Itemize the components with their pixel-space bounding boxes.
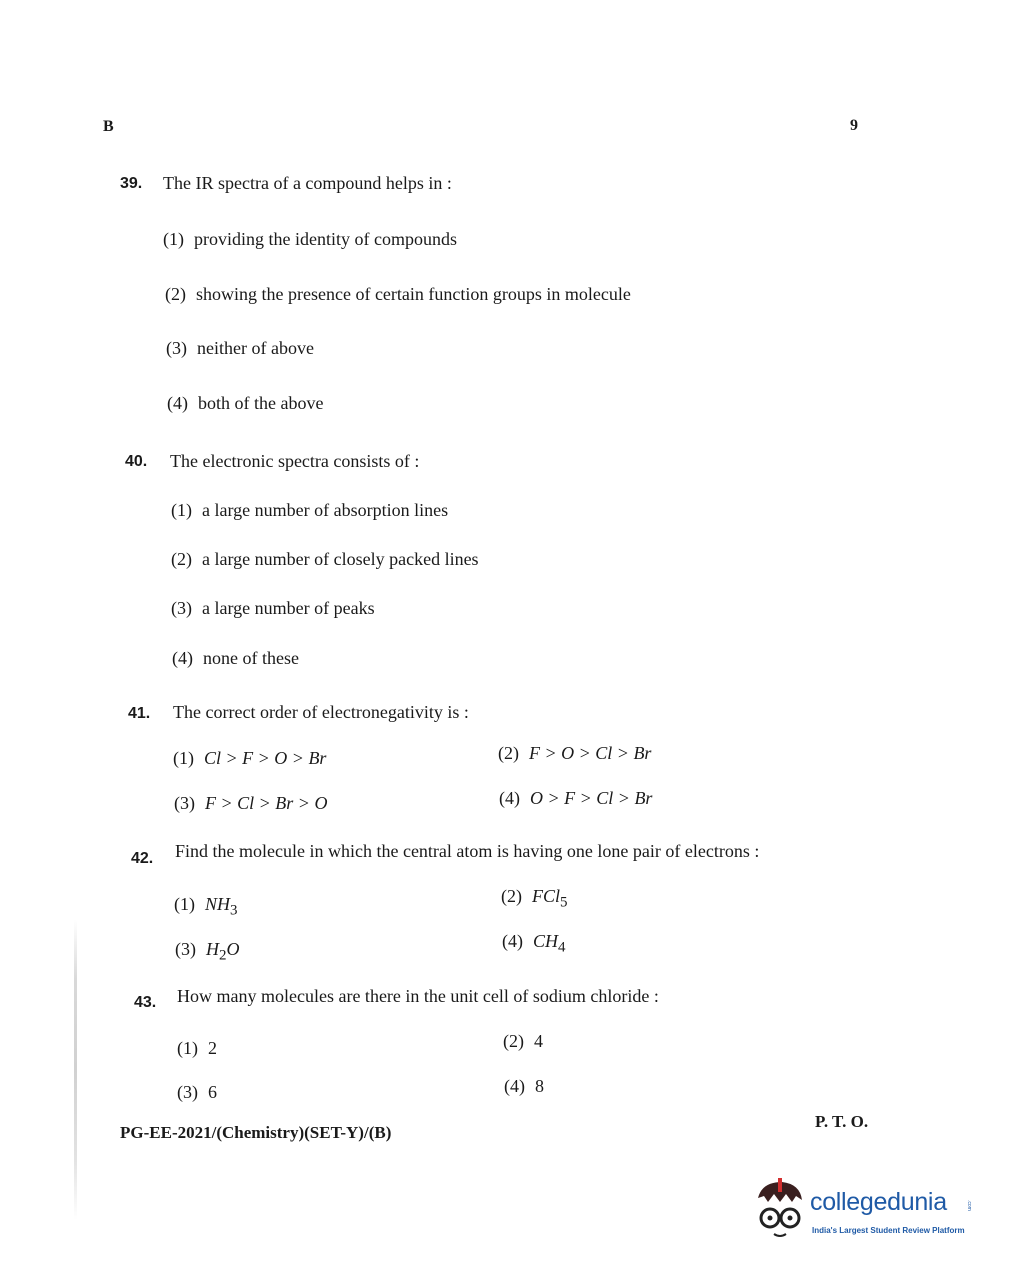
option-text: F > O > Cl > Br bbox=[529, 743, 652, 763]
option-number: (3) bbox=[174, 793, 195, 813]
option-number: (3) bbox=[171, 598, 192, 618]
option-number: (4) bbox=[504, 1076, 525, 1096]
formula-subscript: 4 bbox=[558, 939, 566, 956]
option-2 bbox=[165, 284, 631, 305]
option-1 bbox=[173, 748, 326, 769]
option-4 bbox=[504, 1076, 544, 1097]
set-label: B bbox=[103, 118, 114, 135]
option-number: (2) bbox=[171, 549, 192, 569]
option-text: none of these bbox=[203, 648, 299, 668]
option-text: O > F > Cl > Br bbox=[530, 788, 653, 808]
question-number: 43. bbox=[134, 994, 157, 1011]
option-text: neither of above bbox=[197, 338, 314, 358]
option-number: (1) bbox=[173, 748, 194, 768]
option-text: 2 bbox=[208, 1038, 217, 1058]
brand-name: collegedunia bbox=[810, 1188, 947, 1216]
option-number: (1) bbox=[174, 894, 195, 914]
page-number: 9 bbox=[850, 117, 858, 134]
option-text: a large number of absorption lines bbox=[202, 500, 449, 520]
option-2 bbox=[501, 886, 568, 912]
option-2 bbox=[503, 1031, 543, 1052]
option-1 bbox=[177, 1038, 217, 1059]
option-3 bbox=[166, 338, 314, 359]
question-text: The IR spectra of a compound helps in : bbox=[163, 173, 452, 193]
option-text: F > Cl > Br > O bbox=[205, 793, 328, 813]
question-number: 42. bbox=[131, 850, 154, 867]
formula-subscript: 2 bbox=[219, 947, 227, 964]
scan-edge-mark bbox=[74, 920, 77, 1220]
option-text: a large number of closely packed lines bbox=[202, 549, 479, 569]
option-1 bbox=[171, 500, 448, 521]
option-number: (2) bbox=[165, 284, 186, 304]
brand-tagline: India's Largest Student Review Platform bbox=[812, 1226, 965, 1235]
question-number: 40. bbox=[125, 453, 148, 470]
option-number: (4) bbox=[172, 648, 193, 668]
option-text: providing the identity of compounds bbox=[194, 229, 457, 249]
option-number: (2) bbox=[501, 886, 522, 906]
option-number: (4) bbox=[499, 788, 520, 808]
formula-base: FCl bbox=[532, 886, 561, 906]
formula-base: CH bbox=[533, 931, 559, 951]
question-number: 39. bbox=[120, 175, 143, 192]
option-number: (3) bbox=[166, 338, 187, 358]
question-text: The correct order of electronegativity is : bbox=[173, 702, 469, 722]
question-text: How many molecules are there in the unit cell of sodium chloride : bbox=[177, 986, 659, 1006]
option-1 bbox=[174, 894, 238, 920]
option-4 bbox=[167, 393, 323, 414]
option-number: (1) bbox=[171, 500, 192, 520]
formula-tail: O bbox=[226, 939, 240, 959]
option-3 bbox=[174, 793, 327, 814]
option-text: showing the presence of certain function groups in molecule bbox=[196, 284, 631, 304]
option-number: (2) bbox=[503, 1031, 524, 1051]
option-3 bbox=[171, 598, 375, 619]
question-text: The electronic spectra consists of : bbox=[170, 451, 420, 471]
option-text: 8 bbox=[535, 1076, 544, 1096]
option-number: (2) bbox=[498, 743, 519, 763]
option-number: (3) bbox=[175, 939, 196, 959]
please-turn-over: P. T. O. bbox=[815, 1112, 869, 1131]
formula-subscript: 5 bbox=[560, 894, 568, 911]
formula-base: NH bbox=[205, 894, 231, 914]
option-number: (1) bbox=[163, 229, 184, 249]
option-1 bbox=[163, 229, 457, 250]
option-text: Cl > F > O > Br bbox=[204, 748, 327, 768]
mascot-logo-icon bbox=[752, 1178, 808, 1240]
option-2 bbox=[498, 743, 651, 764]
option-4 bbox=[502, 931, 566, 957]
question-text: Find the molecule in which the central atom is having one lone pair of electrons : bbox=[175, 841, 760, 861]
option-4 bbox=[499, 788, 652, 809]
collegedunia-watermark bbox=[752, 1178, 977, 1248]
option-4 bbox=[172, 648, 299, 669]
option-text: both of the above bbox=[198, 393, 324, 413]
paper-code: PG-EE-2021/(Chemistry)(SET-Y)/(B) bbox=[120, 1123, 392, 1142]
option-number: (1) bbox=[177, 1038, 198, 1058]
formula-base: H bbox=[206, 939, 219, 959]
option-3 bbox=[177, 1082, 217, 1103]
option-3 bbox=[175, 939, 240, 965]
option-text: 6 bbox=[208, 1082, 217, 1102]
question-number: 41. bbox=[128, 705, 151, 722]
option-text: 4 bbox=[534, 1031, 543, 1051]
formula-subscript: 3 bbox=[230, 902, 238, 919]
option-number: (3) bbox=[177, 1082, 198, 1102]
brand-suffix: .com bbox=[966, 1200, 972, 1211]
option-2 bbox=[171, 549, 479, 570]
option-number: (4) bbox=[167, 393, 188, 413]
option-text: a large number of peaks bbox=[202, 598, 375, 618]
option-number: (4) bbox=[502, 931, 523, 951]
